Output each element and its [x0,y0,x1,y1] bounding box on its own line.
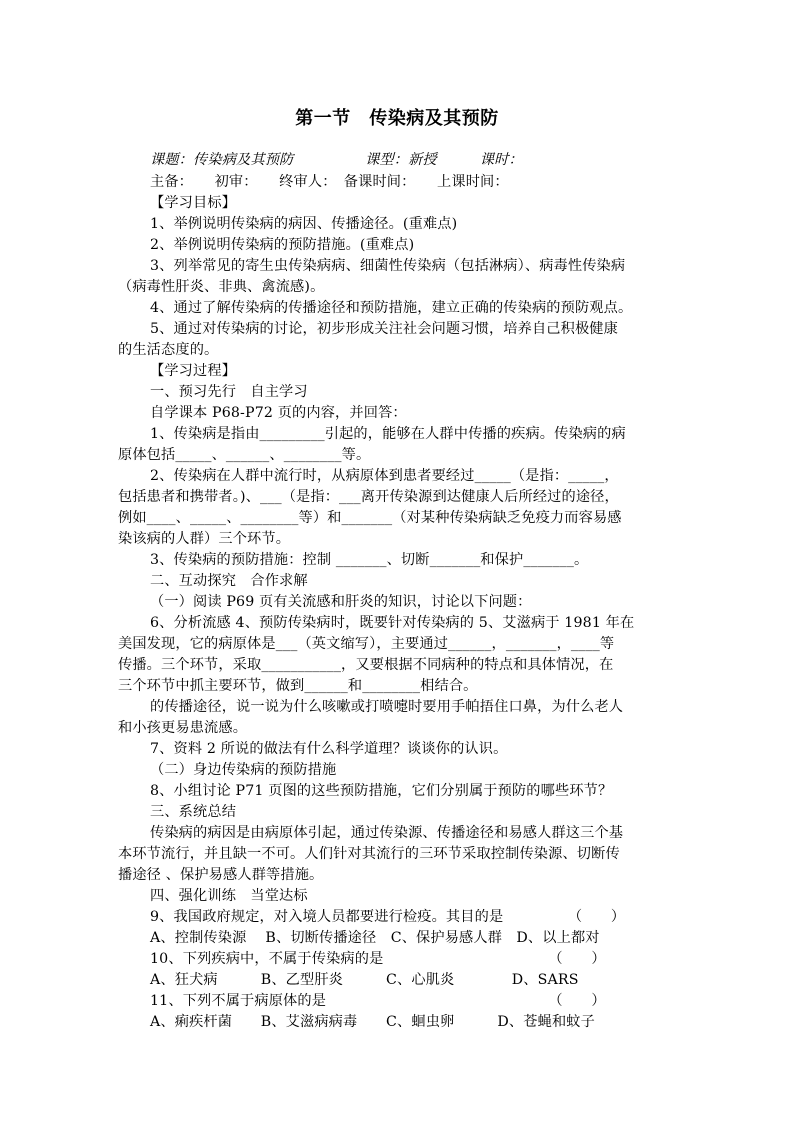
quiz-question: 9、我国政府规定，对入境人员都要进行检疫。其目的是 （ ） [150,909,626,925]
instruction-line: 自学课本 P68-P72 页的内容，并回答： [150,405,407,421]
section-heading-objectives: 【学习目标】 [150,195,237,211]
quiz-question: 11、下列不属于病原体的是 （ ） [150,993,606,1009]
quiz-options: A、狂犬病 B、乙型肝炎 C、心肌炎 D、SARS [150,972,579,988]
question-line: 2、传染病在人群中流行时，从病原体到患者要经过_____（是指：_____， [150,468,619,484]
objective-item: 1、举例说明传染病的病因、传播途径。(重难点) [150,216,458,232]
objective-item: 4、通过了解传染病的传播途径和预防措施，建立正确的传染病的预防观点。 [150,300,633,316]
question-line: 1、传染病是指由_________引起的，能够在人群中传播的疾病。传染病的病 [150,426,626,442]
section-heading-process: 【学习过程】 [150,363,237,379]
question-line-continuation: 包括患者和携带者。)、___（是指：___离开传染源到达健康人后所经过的途径， [118,489,619,505]
question-line-continuation: 美国发现，它的病原体是___（英文缩写），主要通过______，_______，____等 [118,636,615,652]
staff-info-line: 主备： 初审： 终审人： 备课时间： 上课时间： [150,174,509,190]
question-line: 的传播途径，说一说为什么咳嗽或打喷嚏时要用手帕捂住口鼻，为什么老人 [150,699,624,715]
question-line: 8、小组讨论 P71 页图的这些预防措施，它们分别属于预防的哪些环节？ [150,783,613,799]
objective-item: 2、举例说明传染病的预防措施。(重难点) [150,237,415,253]
page-title: 第一节 传染病及其预防 [295,108,499,129]
question-line-continuation: 例如____、_____、________等）和_______（对某种传染病缺乏免疫力而容易感 [118,510,622,526]
summary-line-continuation: 本环节流行，并且缺一不可。人们针对其流行的三环节采取控制传染源、切断传 [118,846,620,862]
objective-item-continuation: （病毒性肝炎、非典、禽流感)。 [118,279,325,295]
subsection-heading: 二、互动探究 合作求解 [150,573,308,589]
section-heading-summary: 三、系统总结 [150,804,237,820]
subsection-heading: （二）身边传染病的预防措施 [150,762,337,778]
section-heading-practice: 四、强化训练 当堂达标 [150,888,308,904]
subsection-heading: 一、预习先行 自主学习 [150,384,308,400]
quiz-options: A、控制传染源 B、切断传播途径 C、保护易感人群 D、以上都对 [150,930,600,946]
objective-item: 3、列举常见的寄生虫传染病病、细菌性传染病（包括淋病）、病毒性传染病 [150,258,626,274]
question-line: 6、分析流感 4、预防传染病时，既要针对传染病的 5、艾滋病于 1981 年在 [150,615,635,631]
question-line-continuation: 三个环节中抓主要环节，做到______和________相结合。 [118,678,478,694]
question-line: 7、资料 2 所说的做法有什么科学道理？谈谈你的认识。 [150,741,508,757]
quiz-question: 10、下列疾病中，不属于传染病的是 （ ） [150,951,606,967]
objective-item-continuation: 的生活态度的。 [118,342,219,358]
question-line-continuation: 染该病的人群）三个环节。 [118,531,291,547]
objective-item: 5、通过对传染病的讨论，初步形成关注社会问题习惯，培养自己积极健康 [150,321,618,337]
quiz-options: A、痢疾杆菌 B、艾滋病病毒 C、蛔虫卵 D、苍蝇和蚊子 [150,1014,595,1030]
summary-line: 传染病的病因是由病原体引起，通过传染源、传播途径和易感人群这三个基 [150,825,624,841]
question-line-continuation: 原体包括_____、______、________等。 [118,447,371,463]
reading-task-line: （一）阅读 P69 页有关流感和肝炎的知识，讨论以下问题： [150,594,532,610]
summary-line-continuation: 播途径 、保护易感人群等措施。 [118,867,324,883]
question-line: 3、传染病的预防措施：控制 _______、切断_______和保护_______。 [150,552,589,568]
question-line-continuation: 和小孩更易患流感。 [118,720,248,736]
lesson-info-line: 课题：传染病及其预防 课型：新授 课时： [150,152,523,168]
question-line-continuation: 传播。三个环节，采取___________，又要根据不同病种的特点和具体情况，在 [118,657,614,673]
